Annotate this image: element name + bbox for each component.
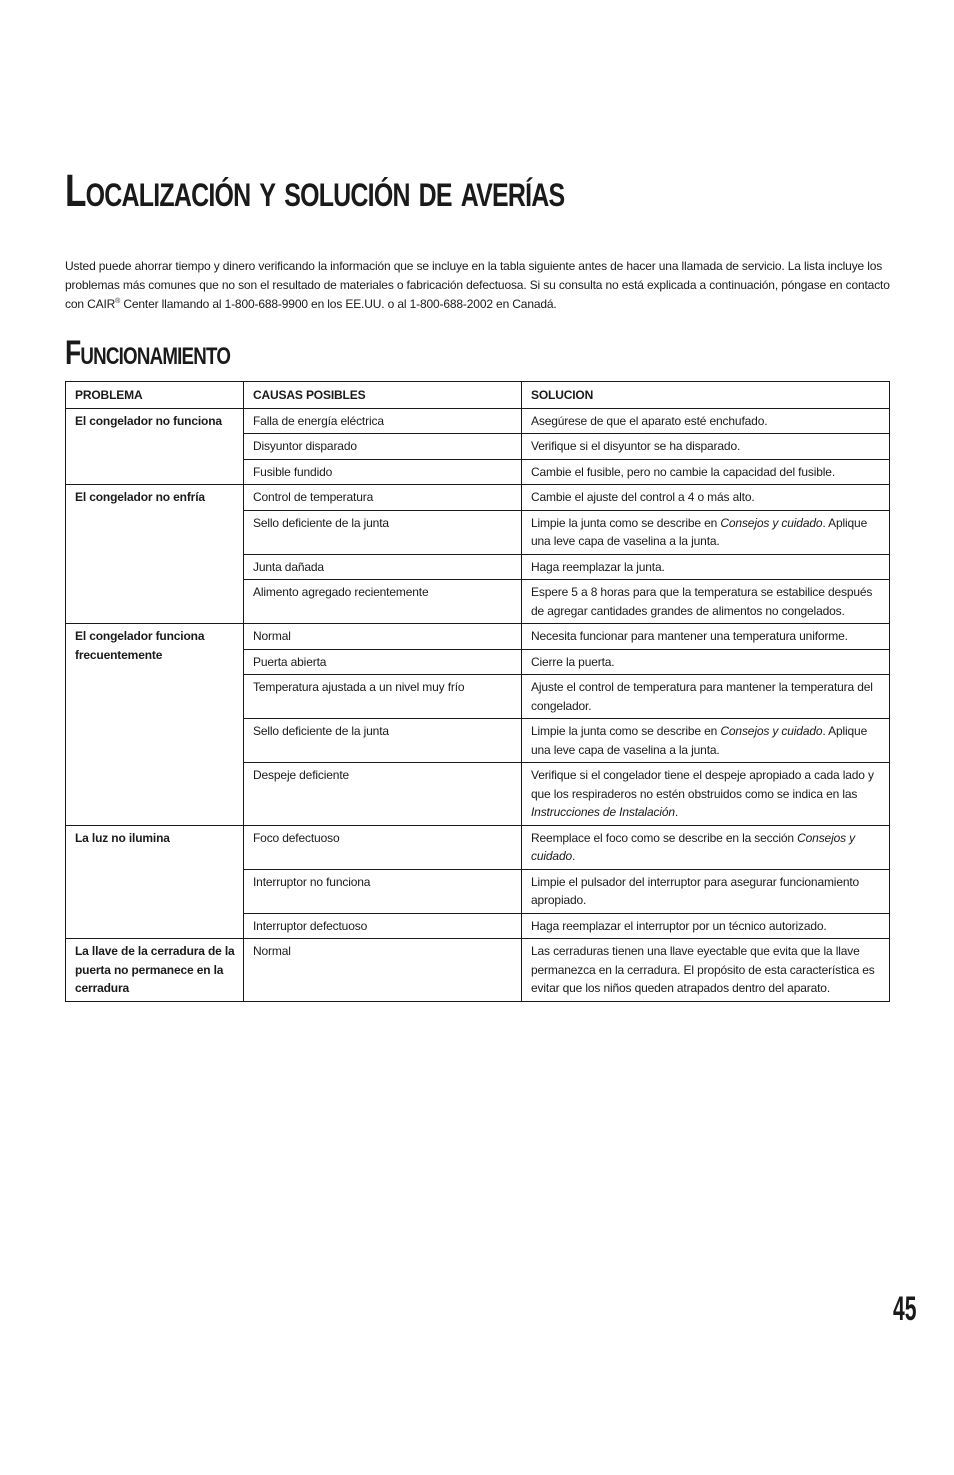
solution-cell: Ajuste el control de temperatura para mantener la temperatura del congelador. bbox=[522, 675, 890, 719]
registered-mark: ® bbox=[115, 298, 121, 305]
cause-cell: Interruptor defectuoso bbox=[244, 913, 522, 939]
troubleshooting-table bbox=[65, 381, 890, 1002]
solution-cell: Cierre la puerta. bbox=[522, 649, 890, 675]
solution-text: Limpie la junta como se describe en bbox=[531, 515, 721, 530]
cause-cell: Foco defectuoso bbox=[244, 825, 522, 869]
solution-cell: Necesita funcionar para mantener una temperatura uniforme. bbox=[522, 624, 890, 650]
table-row bbox=[66, 825, 890, 869]
cause-cell: Alimento agregado recientemente bbox=[244, 580, 522, 624]
solution-cell bbox=[522, 825, 890, 869]
intro-text: Usted puede ahorrar tiempo y dinero verificando la información que se incluye en la tabla siguiente antes de hacer una llamada de servicio. La lista incluye los problemas más comunes que no son el resultado de materiales o fabricación defectuosa. Si su consulta no está explicada a continuación, póngase en contacto con CAIR bbox=[65, 259, 890, 311]
cause-cell: Temperatura ajustada a un nivel muy frío bbox=[244, 675, 522, 719]
solution-text: Limpie la junta como se describe en bbox=[531, 724, 721, 738]
solution-cell: Haga reemplazar el interruptor por un técnico autorizado. bbox=[522, 913, 890, 939]
cause-cell: Normal bbox=[244, 624, 522, 650]
solution-cell bbox=[522, 510, 890, 554]
problem-cell: La llave de la cerradura de la puerta no permanece en la cerradura bbox=[66, 939, 244, 1002]
cause-cell: Fusible fundido bbox=[244, 459, 522, 485]
solution-reference: Instrucciones de Instalación bbox=[531, 805, 675, 819]
solution-cell: Limpie el pulsador del interruptor para asegurar funcionamiento apropiado. bbox=[522, 869, 890, 913]
intro-text-contact: Center llamando al 1-800-688-9900 en los EE.UU. o al 1-800-688-2002 en Canadá. bbox=[120, 297, 557, 311]
cause-cell: Junta dañada bbox=[244, 554, 522, 580]
solution-text: Reemplace el foco como se describe en la sección bbox=[531, 830, 798, 845]
solution-cell: Cambie el fusible, pero no cambie la capacidad del fusible. bbox=[522, 459, 890, 485]
section-title: Funcionamiento bbox=[65, 334, 231, 372]
cause-cell: Interruptor no funciona bbox=[244, 869, 522, 913]
solution-cell: Las cerraduras tienen una llave eyectable que evita que la llave permanezca en la cerradura. El propósito de esta característica es evitar que los niños queden atrapados dentro del aparato. bbox=[522, 939, 890, 1002]
solution-cell: Cambie el ajuste del control a 4 o más alto. bbox=[522, 485, 890, 511]
solution-cell: Verifique si el disyuntor se ha disparado. bbox=[522, 434, 890, 460]
cause-cell: Falla de energía eléctrica bbox=[244, 408, 522, 434]
solution-text: . bbox=[674, 805, 679, 819]
header-solucion: SOLUCION bbox=[522, 382, 890, 409]
problem-cell: El congelador no funciona bbox=[66, 408, 244, 485]
table-row bbox=[66, 408, 890, 434]
problem-cell: El congelador no enfría bbox=[66, 485, 244, 624]
solution-text: . Aplique una leve capa de vaselina a la junta. bbox=[531, 515, 868, 548]
page-title: Localización y solución de averías bbox=[65, 165, 565, 216]
solution-cell: Espere 5 a 8 horas para que la temperatura se estabilice después de agregar cantidades grandes de alimentos no congelados. bbox=[522, 580, 890, 624]
page-number: 45 bbox=[893, 1290, 917, 1328]
cause-cell: Sello deficiente de la junta bbox=[244, 719, 522, 763]
table-row bbox=[66, 939, 890, 1002]
solution-cell: Haga reemplazar la junta. bbox=[522, 554, 890, 580]
solution-reference: Consejos y cuidado bbox=[720, 724, 823, 738]
cause-cell: Control de temperatura bbox=[244, 485, 522, 511]
solution-text: . bbox=[572, 849, 576, 863]
solution-cell bbox=[522, 719, 890, 763]
solution-cell bbox=[522, 763, 890, 826]
intro-paragraph bbox=[65, 257, 891, 314]
solution-text: Verifique si el congelador tiene el despeje apropiado a cada lado y que los respiraderos no estén obstruidos como se indica en las bbox=[531, 768, 874, 801]
problem-cell: El congelador funciona frecuentemente bbox=[66, 624, 244, 826]
cause-cell: Normal bbox=[244, 939, 522, 1002]
solution-cell: Asegúrese de que el aparato esté enchufado. bbox=[522, 408, 890, 434]
cause-cell: Sello deficiente de la junta bbox=[244, 510, 522, 554]
solution-text: . Aplique una leve capa de vaselina a la junta. bbox=[531, 724, 868, 757]
problem-cell: La luz no ilumina bbox=[66, 825, 244, 939]
cause-cell: Disyuntor disparado bbox=[244, 434, 522, 460]
solution-reference: Consejos y cuidado bbox=[720, 515, 823, 530]
cause-cell: Despeje deficiente bbox=[244, 763, 522, 826]
cause-cell: Puerta abierta bbox=[244, 649, 522, 675]
table-header-row bbox=[66, 382, 890, 409]
header-problema: PROBLEMA bbox=[66, 382, 244, 409]
header-causas-posibles: CAUSAS POSIBLES bbox=[244, 382, 522, 409]
solution-reference: Consejos y cuidado bbox=[531, 830, 855, 863]
table-row bbox=[66, 624, 890, 650]
table-row bbox=[66, 485, 890, 511]
